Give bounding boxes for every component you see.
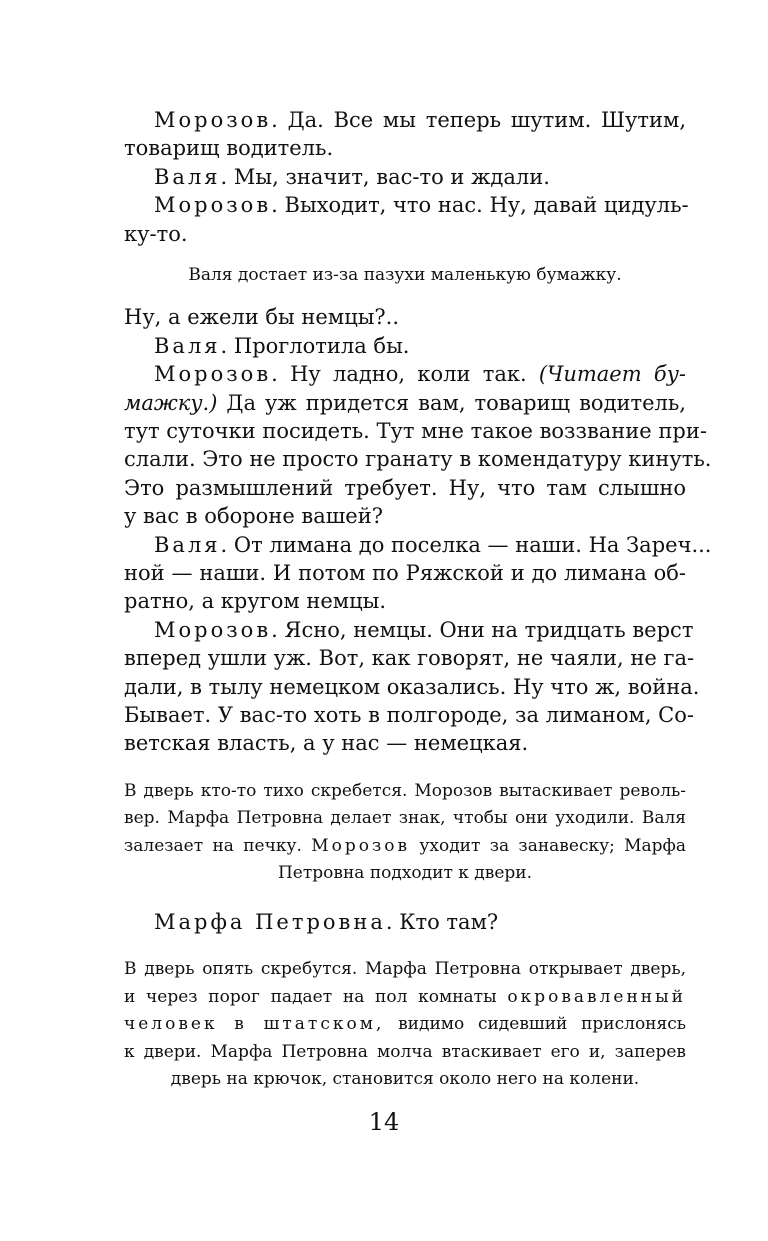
speaker-name: Валя: [154, 164, 221, 189]
speaker-name: Валя: [154, 532, 221, 557]
text-line: товарищ водитель.: [124, 136, 334, 161]
text-line: Валя. От лимана до поселка — наши. На Зареч...: [154, 532, 712, 557]
text-line: дали, в тылу немецком оказались. Ну что ж, война.: [124, 674, 700, 699]
text-line: мажку.) Да уж придется вам, товарищ водитель,: [124, 390, 686, 415]
spaced-word: человек в штатском,: [124, 1014, 385, 1035]
text-line: у вас в обороне вашей?: [124, 504, 383, 529]
text-line: Морозов. Ну ладно, коли так. (Читает бу-: [154, 362, 686, 387]
text-line: Бывает. У вас-то хоть в полгороде, за лиманом, Со-: [124, 702, 694, 727]
text-line: Морозов. Ясно, немцы. Они на тридцать верст: [154, 617, 694, 642]
text-line: ной — наши. И потом по Ряжской и до лимана об-: [124, 560, 686, 585]
page-number: 14: [368, 1108, 400, 1136]
speaker-name: Марфа Петровна: [154, 909, 386, 934]
speaker-name: Валя: [154, 333, 221, 358]
stage-direction: В дверь кто-то тихо скребется. Морозов вытаскивает револь-: [124, 780, 686, 801]
text-line: Марфа Петровна. Кто там?: [154, 909, 499, 934]
text-line: вперед ушли уж. Вот, как говорят, не чаяли, не га-: [124, 646, 695, 671]
text-line: Валя. Мы, значит, вас-то и ждали.: [154, 164, 550, 189]
stage-direction: В дверь опять скребутся. Марфа Петровна открывает дверь,: [124, 959, 686, 980]
text-line: ветская власть, а у нас — немецкая.: [124, 731, 529, 756]
text-line: слали. Это не просто гранату в комендатуру кинуть.: [124, 447, 712, 472]
speaker-name: Морозов: [154, 617, 272, 642]
speaker-name: Морозов: [154, 108, 272, 132]
text-line: Ну, а ежели бы немцы?..: [124, 305, 400, 330]
italic-remark: мажку.): [124, 390, 218, 415]
text-line: ку-то.: [124, 221, 188, 246]
speaker-name: Морозов: [311, 835, 411, 856]
stage-direction: к двери. Марфа Петровна молча втаскивает его и, заперев: [124, 1041, 686, 1062]
stage-direction: человек в штатском, видимо сидевший прислонясь: [124, 1014, 687, 1035]
stage-direction: вер. Марфа Петровна делает знак, чтобы они уходили. Валя: [124, 808, 686, 829]
stage-direction: залезает на печку. Морозов уходит за занавеску; Марфа: [124, 835, 686, 856]
text-line: Морозов. Выходит, что нас. Ну, давай цидуль-: [154, 193, 689, 218]
text-line: тут суточки посидеть. Тут мне такое воззвание при-: [124, 419, 707, 444]
speaker-name: Морозов: [154, 362, 272, 387]
speaker-name: Морозов: [154, 193, 272, 218]
stage-direction: и через порог падает на пол комнаты окровавленный: [124, 986, 686, 1007]
stage-direction: дверь на крючок, становится около него на колени.: [170, 1069, 640, 1090]
stage-direction: Петровна подходит к двери.: [277, 863, 533, 884]
page-body: [124, 106, 712, 1094]
italic-remark: (Читает бу-: [538, 362, 686, 387]
text-line: ратно, а кругом немцы.: [124, 589, 386, 614]
text-line: Валя. Проглотила бы.: [154, 333, 410, 358]
stage-direction: Валя достает из-за пазухи маленькую бумажку.: [188, 264, 622, 285]
text-line: Это размышлений требует. Ну, что там слышно: [124, 475, 686, 500]
spaced-word: окровавленный: [507, 986, 686, 1007]
text-line: Морозов. Да. Все мы теперь шутим. Шутим,: [154, 108, 686, 132]
